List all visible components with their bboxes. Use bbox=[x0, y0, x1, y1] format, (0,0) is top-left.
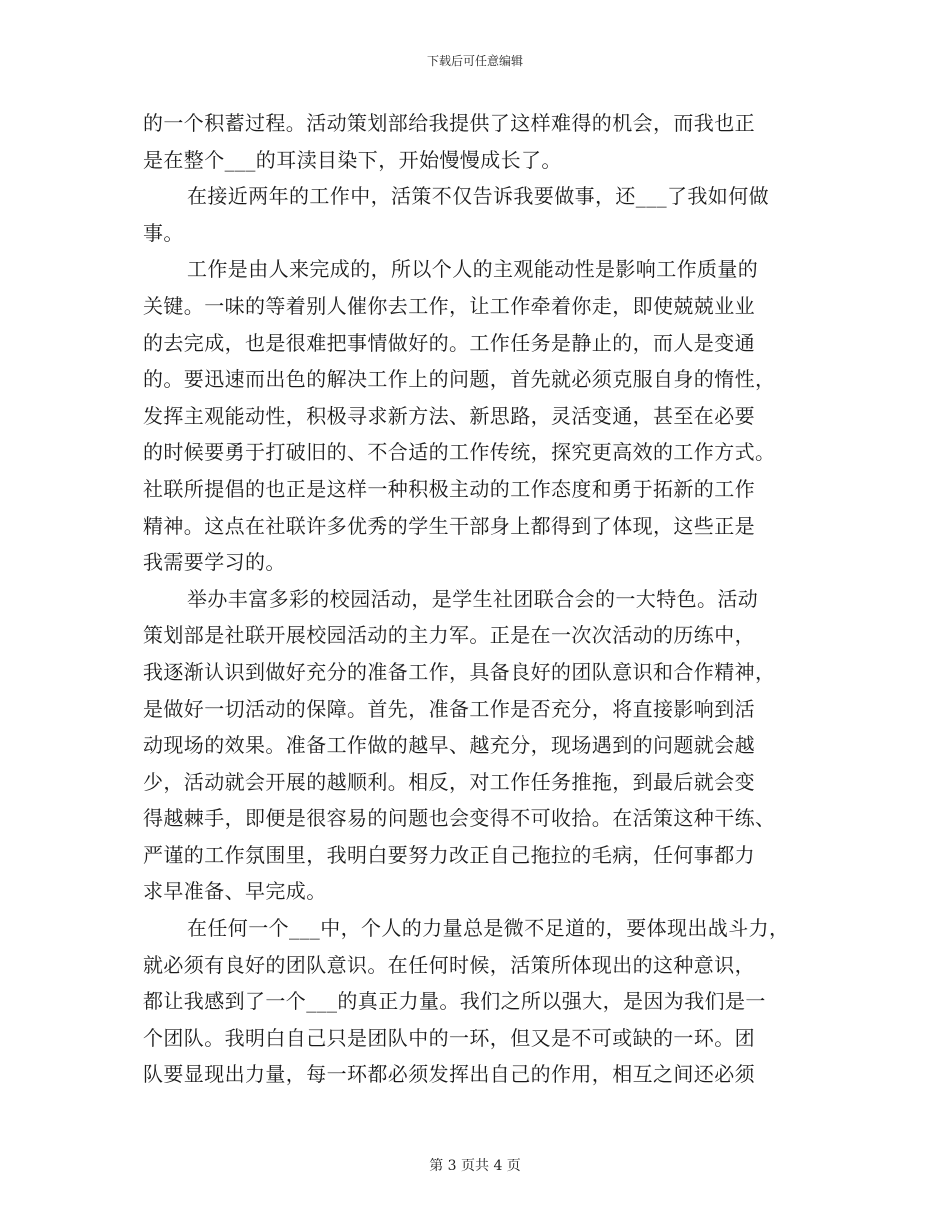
text-line: 的一个积蓄过程。活动策划部给我提供了这样难得的机会，而我也正 bbox=[143, 111, 755, 135]
text-line: 我逐渐认识到做好充分的准备工作，具备良好的团队意识和合作精神， bbox=[143, 659, 776, 684]
page-footer: 第 3 页共 4 页 bbox=[429, 1158, 521, 1174]
text-line: 队要显现出力量，每一环都必须发挥出自己的作用，相互之间还必须 bbox=[143, 1062, 755, 1087]
text-line: 的去完成，也是很难把事情做好的。工作任务是静止的，而人是变通 bbox=[143, 330, 755, 355]
text-line: 事。 bbox=[143, 220, 184, 245]
text-line: 少，活动就会开展的越顺利。相反，对工作任务推拖，到最后就会变 bbox=[143, 769, 755, 794]
text-line: 就必须有良好的团队意识。在任何时候，活策所体现出的这种意识， bbox=[143, 952, 755, 977]
text-line: 发挥主观能动性，积极寻求新方法、新思路，灵活变通，甚至在必要 bbox=[143, 403, 755, 428]
text-line: 精神。这点在社联许多优秀的学生干部身上都得到了体现，这些正是 bbox=[143, 513, 755, 538]
paragraph-start-line: 举办丰富多彩的校园活动，是学生社团联合会的一大特色。活动 bbox=[187, 586, 759, 611]
text-line: 的。要迅速而出色的解决工作上的问题，首先就必须克服自身的惰性， bbox=[143, 367, 776, 392]
text-line: 求早准备、早完成。 bbox=[143, 879, 327, 904]
text-line: 得越棘手，即便是很容易的问题也会变得不可收拾。在活策这种干练、 bbox=[143, 806, 776, 831]
text-line: 社联所提倡的也正是这样一种积极主动的工作态度和勇于拓新的工作 bbox=[143, 476, 755, 501]
paragraph-start-line: 在任何一个___中，个人的力量总是微不足道的，要体现出战斗力， bbox=[187, 916, 790, 941]
paragraph-start-line: 工作是由人来完成的，所以个人的主观能动性是影响工作质量的 bbox=[187, 257, 759, 282]
text-line: 个团队。我明白自己只是团队中的一环，但又是不可或缺的一环。团 bbox=[143, 1025, 755, 1050]
text-line: 严谨的工作氛围里，我明白要努力改正自己拖拉的毛病，任何事都力 bbox=[143, 842, 755, 867]
text-line: 是在整个___的耳渎目染下，开始慢慢成长了。 bbox=[143, 147, 562, 172]
paragraph-start-line: 在接近两年的工作中，活策不仅告诉我要做事，还___了我如何做 bbox=[187, 184, 769, 209]
text-line: 是做好一切活动的保障。首先，准备工作是否充分，将直接影响到活 bbox=[143, 696, 755, 721]
document-body bbox=[143, 105, 803, 1093]
text-line: 的时候要勇于打破旧的、不合适的工作传统，探究更高效的工作方式。 bbox=[143, 440, 776, 465]
text-line: 都让我感到了一个___的真正力量。我们之所以强大，是因为我们是一 bbox=[143, 989, 766, 1014]
text-line: 动现场的效果。准备工作做的越早、越充分，现场遇到的问题就会越 bbox=[143, 733, 755, 758]
text-line: 我需要学习的。 bbox=[143, 550, 286, 575]
page-header: 下载后可任意编辑 bbox=[426, 54, 523, 68]
text-line: 策划部是社联开展校园活动的主力军。正是在一次次活动的历练中， bbox=[143, 623, 755, 648]
text-line: 关键。一味的等着别人催你去工作，让工作牵着你走，即使兢兢业业 bbox=[143, 293, 755, 318]
